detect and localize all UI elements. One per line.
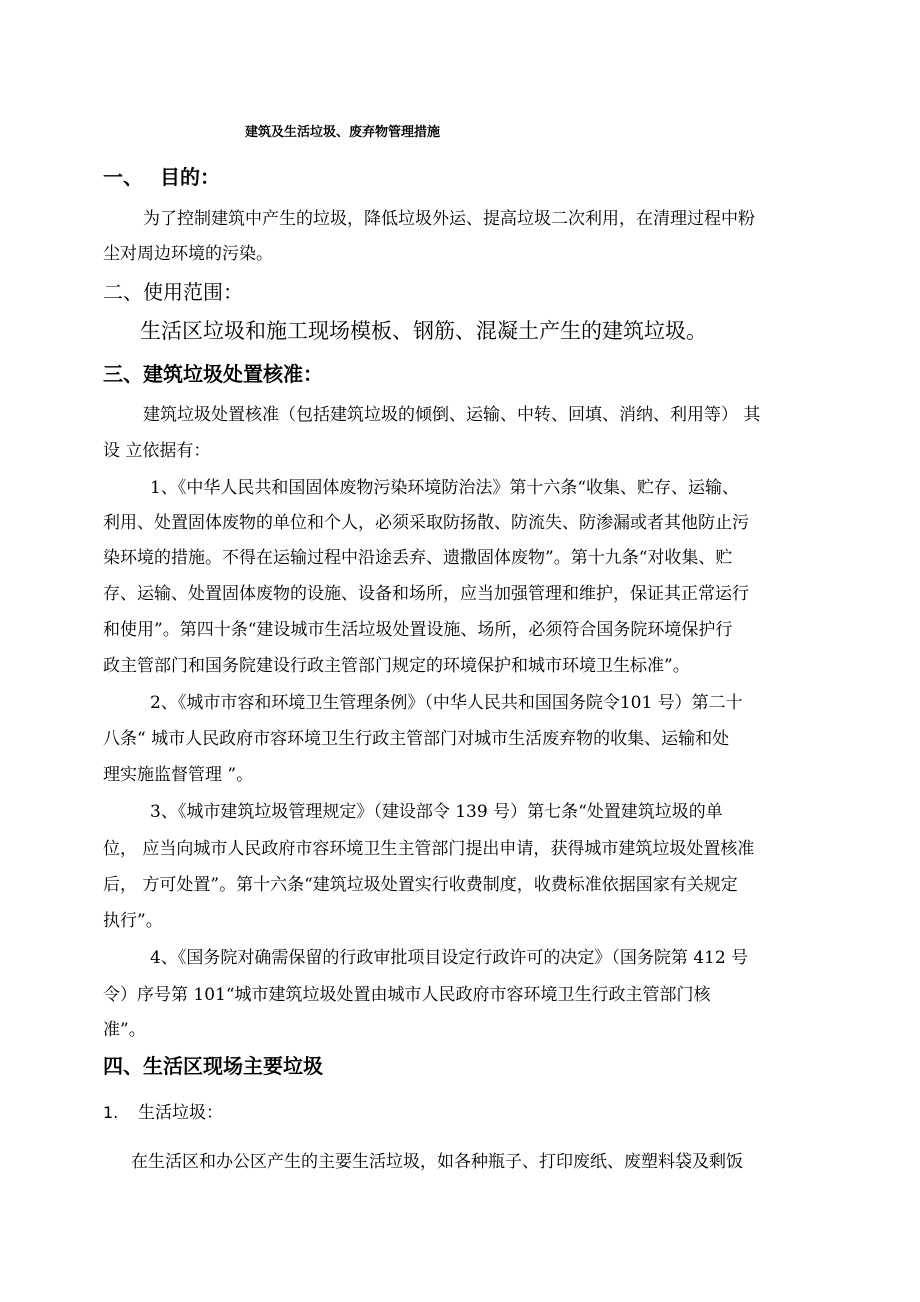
- item2-line-3: 理实施监督管理 ”。: [103, 765, 254, 785]
- item3-line-2: 位， 应当向城市人民政府市容环境卫生主管部门提出申请，获得城市建筑垃圾处置核准: [103, 839, 755, 859]
- item3-line-1: 3、《城市建筑垃圾管理规定》（建设部令 139 号）第七条“处置建筑垃圾的单: [150, 802, 723, 822]
- item4-line-3: 准”。: [103, 1020, 146, 1040]
- section4-heading: 四、生活区现场主要垃圾: [103, 1054, 323, 1078]
- section3-intro-2: 设 立依据有：: [103, 441, 211, 461]
- section2-line: 生活区垃圾和施工现场模板、钢筋、混凝土产生的建筑垃圾。: [140, 319, 707, 343]
- section1-line-2: 尘对周边环境的污染。: [103, 244, 273, 264]
- item4-line-1: 4、《国务院对确需保留的行政审批项目设定行政许可的决定》（国务院第 412 号: [150, 948, 749, 968]
- item2-line-1: 2、《城市市容和环境卫生管理条例》（中华人民共和国国务院令101 号）第二十: [150, 693, 743, 713]
- item3-line-4: 执行”。: [103, 911, 163, 931]
- section1-line-1: 为了控制建筑中产生的垃圾，降低垃圾外运、提高垃圾二次利用，在清理过程中粉: [143, 209, 755, 229]
- item1-line-2: 利用、处置固体废物的单位和个人，必须采取防扬散、防流失、防渗漏或者其他防止污: [103, 513, 749, 533]
- section4-line: 在生活区和办公区产生的主要生活垃圾，如各种瓶子、打印废纸、废塑料袋及剩饭: [131, 1152, 743, 1172]
- item1-line-5: 和使用”。第四十条“建设城市生活垃圾处置设施、场所，必须符合国务院环境保护行: [103, 620, 733, 640]
- section1-heading-num: 一、: [103, 165, 143, 189]
- section2-heading: 二、使用范围：: [103, 280, 243, 304]
- section3-intro-1: 建筑垃圾处置核准（包括建筑垃圾的倾倒、运输、中转、回填、消纳、利用等） 其: [143, 405, 761, 425]
- section3-heading: 三、建筑垃圾处置核准：: [103, 362, 323, 386]
- section1-heading-text: 目的：: [160, 165, 220, 189]
- item1-line-4: 存、运输、处置固体废物的设施、设备和场所，应当加强管理和维护，保证其正常运行: [103, 584, 749, 604]
- item1-line-3: 染环境的措施。不得在运输过程中沿途丢弃、遗撒固体废物”。第十九条“对收集、贮: [103, 548, 733, 568]
- item4-line-2: 令）序号第 101“城市建筑垃圾处置由城市人民政府市容环境卫生行政主管部门核: [103, 985, 711, 1005]
- item1-line-6: 政主管部门和国务院建设行政主管部门规定的环境保护和城市环境卫生标准”。: [103, 656, 690, 676]
- item1-line-1: 1、《中华人民共和国固体废物污染环境防治法》第十六条“收集、贮存、运输、: [150, 478, 740, 498]
- item3-line-3: 后， 方可处置”。第十六条“建筑垃圾处置实行收费制度，收费标准依据国家有关规定: [103, 875, 738, 895]
- document-title: 建筑及生活垃圾、废弃物管理措施: [245, 125, 441, 140]
- section4-sub-num: 1.: [103, 1103, 119, 1122]
- section4-sub-text: 生活垃圾：: [138, 1103, 223, 1123]
- item2-line-2: 八条“ 城市人民政府市容环境卫生行政主管部门对城市生活废弃物的收集、运输和处: [103, 729, 730, 749]
